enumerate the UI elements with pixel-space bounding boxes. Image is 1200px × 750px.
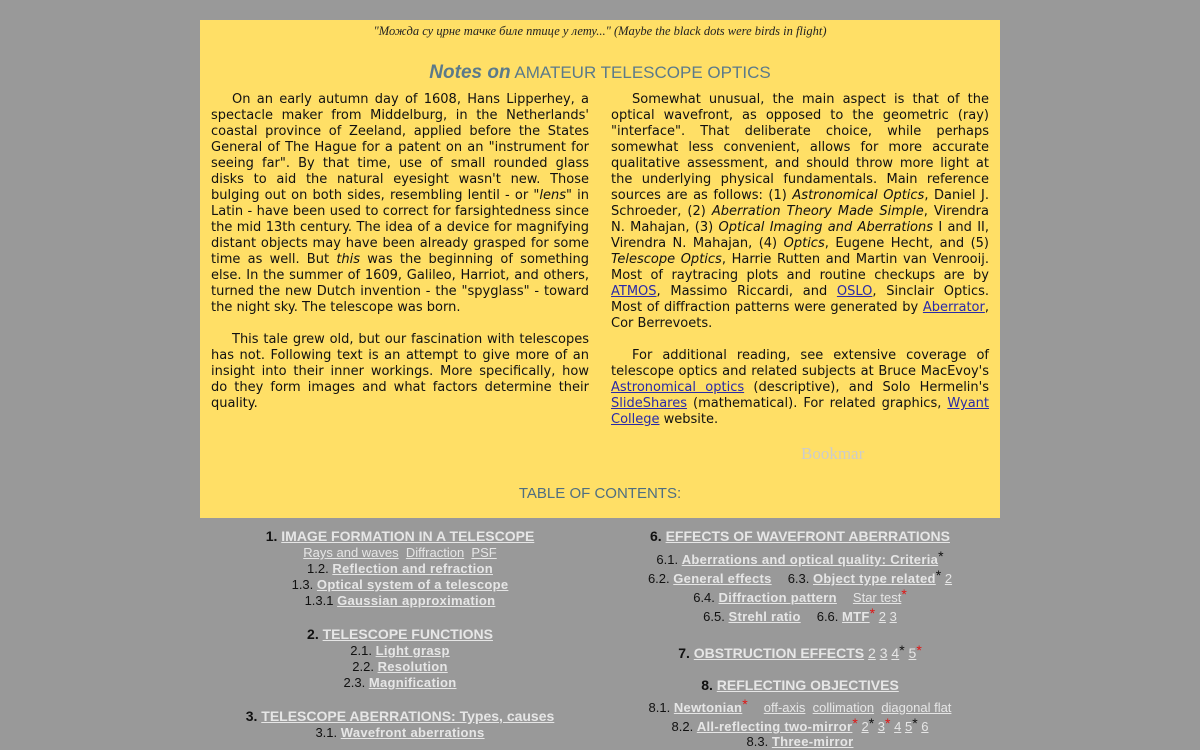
star-mark: * xyxy=(935,567,942,583)
item-number: 2.3. xyxy=(343,675,366,690)
toc-link-reflecting-objectives[interactable]: REFLECTING OBJECTIVES xyxy=(716,677,899,693)
toc-row xyxy=(600,696,1000,715)
toc-link-diagonal-flat[interactable]: diagonal flat xyxy=(881,700,952,715)
intro-paragraph xyxy=(611,348,989,428)
toc-link-object-type-2[interactable]: 2 xyxy=(944,571,953,586)
toc-link-image-formation[interactable]: IMAGE FORMATION IN A TELESCOPE xyxy=(281,528,535,544)
book-title: Telescope Optics xyxy=(611,252,722,267)
toc-link-mtf-2[interactable]: 2 xyxy=(878,609,886,624)
toc-link-diffraction[interactable]: Diffraction xyxy=(405,545,465,560)
text: " in Latin - have been used to correct for farsightedness since the mid 13th century. The idea of a device for magnifying distant objects may have been already grasped for some time as well. But xyxy=(211,188,590,267)
text: I and II, Virendra N. Mahajan, (4) xyxy=(611,220,989,251)
text: , Virendra N. Mahajan, (3) xyxy=(611,204,989,235)
item-number: 6.4. xyxy=(693,590,715,605)
item-number: 1.2. xyxy=(307,561,329,576)
text-italic: lens xyxy=(539,188,566,203)
intro-paragraph xyxy=(611,92,989,332)
toc-section-1 xyxy=(200,527,600,545)
toc-heading: TABLE OF CONTENTS: xyxy=(518,485,682,502)
section-number: 8. xyxy=(701,677,713,693)
red-star-mark: * xyxy=(916,642,922,658)
section-number: 2. xyxy=(307,626,319,642)
toc-link-telescope-aberrations[interactable]: TELESCOPE ABERRATIONS: Types, causes xyxy=(261,708,555,724)
wyant-college-link[interactable]: Wyant College xyxy=(611,396,989,427)
toc-link-object-type[interactable]: Object type related xyxy=(813,571,936,586)
red-star-mark: * xyxy=(885,715,891,731)
slideshares-link[interactable]: SlideShares xyxy=(611,396,688,411)
item-number: 6.1. xyxy=(656,552,679,567)
item-number: 3.1. xyxy=(315,725,338,740)
toc-link-light-grasp[interactable]: Light grasp xyxy=(375,643,450,658)
toc-left-column xyxy=(200,527,600,741)
toc-link-magnification[interactable]: Magnification xyxy=(368,675,457,690)
intro-paragraph xyxy=(211,332,589,412)
quote: "Можда су црне тачке биле птице у лету..." (Maybe the black dots were birds in flight) xyxy=(373,24,827,38)
toc-link-obstruction-effects[interactable]: OBSTRUCTION EFFECTS xyxy=(693,645,865,661)
toc-link-criteria[interactable]: Aberrations and optical quality: Criteria xyxy=(681,552,939,567)
star-mark: * xyxy=(899,642,905,658)
toc-row xyxy=(200,545,600,561)
toc-section-7 xyxy=(600,641,1000,659)
toc-link-obstruction-2[interactable]: 2 xyxy=(868,645,876,661)
text: , Sinclair Optics. Most of diffraction patterns were generated by xyxy=(611,284,989,315)
toc-link-wavefront-aberrations[interactable]: Wavefront aberrations xyxy=(340,725,485,740)
atmos-link[interactable]: ATMOS xyxy=(611,284,657,299)
book-title: Optics xyxy=(783,236,825,251)
toc-row xyxy=(600,715,1000,734)
toc-link-two-mirror-2[interactable]: 2 xyxy=(861,719,869,734)
red-star-mark: * xyxy=(869,605,876,621)
toc-row xyxy=(200,593,600,609)
toc-link-newtonian[interactable]: Newtonian xyxy=(673,700,743,715)
section-number: 6. xyxy=(650,528,662,544)
text: website. xyxy=(659,412,719,427)
toc-link-off-axis[interactable]: off-axis xyxy=(763,700,806,715)
toc-link-general-effects[interactable]: General effects xyxy=(673,571,772,586)
red-star-mark: * xyxy=(742,696,748,712)
toc-right-column xyxy=(600,527,1000,750)
book-title: Optical Imaging and Aberrations xyxy=(718,220,934,235)
toc-link-diffraction-pattern[interactable]: Diffraction pattern xyxy=(718,590,837,605)
text: , Daniel J. Schroeder, (2) xyxy=(611,188,989,219)
item-number: 1.3.1 xyxy=(304,593,334,608)
title-main: AMATEUR TELESCOPE OPTICS xyxy=(514,63,771,82)
oslo-link[interactable]: OSLO xyxy=(836,284,873,299)
page-title xyxy=(200,62,1000,84)
toc-link-effects-of-aberrations[interactable]: EFFECTS OF WAVEFRONT ABERRATIONS xyxy=(665,528,950,544)
toc-link-mtf-3[interactable]: 3 xyxy=(889,609,897,624)
intro-panel xyxy=(200,20,1000,518)
toc-link-three-mirror[interactable]: Three-mirror xyxy=(771,734,854,749)
toc-section-2 xyxy=(200,625,600,643)
toc-link-two-mirror-6[interactable]: 6 xyxy=(921,719,929,734)
text: This tale grew old, but our fascination with telescopes has not. Following text is an attempt to give more of an insight into their inner workings. More specifically, how do they form images and what factors determine their quality. xyxy=(211,332,589,411)
item-number: 8.2. xyxy=(671,719,694,734)
toc-link-telescope-functions[interactable]: TELESCOPE FUNCTIONS xyxy=(322,626,493,642)
toc-link-psf[interactable]: PSF xyxy=(471,545,497,560)
toc-row xyxy=(200,577,600,593)
item-number: 2.1. xyxy=(350,643,372,658)
intro-paragraph xyxy=(211,92,589,316)
toc-link-strehl-ratio[interactable]: Strehl ratio xyxy=(728,609,801,624)
text-italic: this xyxy=(336,252,361,267)
toc-row xyxy=(600,567,1000,586)
item-number: 2.2. xyxy=(352,659,374,674)
toc-link-optical-system[interactable]: Optical system of a telescope xyxy=(316,577,509,592)
toc-link-two-mirror[interactable]: All-reflecting two-mirror xyxy=(696,719,853,734)
book-title: Aberration Theory Made Simple xyxy=(711,204,924,219)
section-number: 3. xyxy=(245,708,258,724)
toc-section-6 xyxy=(600,527,1000,545)
intro-right-column xyxy=(611,92,989,444)
toc-link-rays-and-waves[interactable]: Rays and waves xyxy=(303,545,399,560)
toc-link-two-mirror-5[interactable]: 5 xyxy=(904,719,913,734)
toc-link-star-test[interactable]: Star test xyxy=(852,590,902,605)
toc-row xyxy=(200,659,600,675)
toc-section-3 xyxy=(200,707,600,725)
intro-left-column xyxy=(211,92,589,428)
toc-row xyxy=(200,675,600,691)
item-number: 8.3. xyxy=(746,734,769,749)
toc-link-two-mirror-4[interactable]: 4 xyxy=(894,719,902,734)
text: was the beginning of something else. In the summer of 1609, Galileo, Harriot, and others, turned the new Dutch invention - the "spyglass" - toward the night sky. The telescope was born. xyxy=(211,252,589,315)
text: , Cor Berrevoets. xyxy=(611,300,989,331)
item-number: 6.6. xyxy=(816,609,839,624)
text: On an early autumn day of 1608, Hans Lipperhey, a spectacle maker from Middelburg, in the Netherlands' coastal province of Zeeland, applied before the States General of The Hague for a patent on an "instrument for seeing far". By that time, use of small rounded glass disks to aid the natural eyesight wasn't new. Those bulging out on both sides, resembling lentil - or " xyxy=(211,92,589,203)
toc-row xyxy=(600,605,1000,624)
toc-link-collimation[interactable]: collimation xyxy=(812,700,875,715)
toc-section-8 xyxy=(600,676,1000,694)
title-notes: Notes on xyxy=(429,62,511,83)
toc-row xyxy=(200,643,600,659)
toc-link-mtf[interactable]: MTF xyxy=(842,609,870,624)
item-number: 8.1. xyxy=(648,700,671,715)
text: , Eugene Hecht, and (5) xyxy=(824,236,989,251)
section-number: 7. xyxy=(678,645,690,661)
item-number: 6.3. xyxy=(787,571,810,586)
toc-row xyxy=(200,725,600,741)
text: Somewhat unusual, the main aspect is that of the optical wavefront, as opposed to the geometric (ray) "interface". That deliberate choice, while perhaps somewhat less convenient, allows for more accurate qualitative assessment, and should throw more light at the underlying physical fundamentals. Main reference sources are as follows: (1) xyxy=(611,92,989,203)
toc-link-reflection-refraction[interactable]: Reflection and refraction xyxy=(332,561,493,576)
book-title: Astronomical Optics xyxy=(792,188,925,203)
toc-link-two-mirror-3[interactable]: 3 xyxy=(877,719,886,734)
toc-row xyxy=(600,586,1000,605)
text: (mathematical). For related graphics, xyxy=(687,396,948,411)
toc-link-obstruction-3[interactable]: 3 xyxy=(879,645,888,661)
toc-row xyxy=(600,734,1000,750)
red-star-mark: * xyxy=(901,586,907,602)
aberrator-link[interactable]: Aberrator xyxy=(922,300,985,315)
bookmark-button[interactable]: Bookmar xyxy=(801,444,865,463)
text: For additional reading, see extensive coverage of telescope optics and related subjects at Bruce MacEvoy's xyxy=(611,348,989,379)
red-star-mark: * xyxy=(852,715,858,731)
toc-link-resolution[interactable]: Resolution xyxy=(377,659,448,674)
item-number: 6.5. xyxy=(703,609,725,624)
toc-link-gaussian[interactable]: Gaussian approximation xyxy=(337,593,496,608)
text: , Massimo Riccardi, and xyxy=(656,284,837,299)
toc-row xyxy=(200,561,600,577)
star-mark: * xyxy=(868,715,875,731)
section-number: 1. xyxy=(265,528,278,544)
astronomical-optics-link[interactable]: Astronomical optics xyxy=(611,380,745,395)
item-number: 1.3. xyxy=(291,577,314,592)
item-number: 6.2. xyxy=(647,571,670,586)
toc-link-obstruction-5[interactable]: 5 xyxy=(908,645,917,661)
text: , Harrie Rutten and Martin van Venrooij. Most of raytracing plots and routine checkups are by xyxy=(611,252,989,283)
toc-row xyxy=(600,548,1000,567)
text: (descriptive), and Solo Hermelin's xyxy=(744,380,989,395)
toc-link-obstruction-4[interactable]: 4 xyxy=(891,645,900,661)
star-mark: * xyxy=(912,715,918,731)
star-mark: * xyxy=(938,548,944,564)
